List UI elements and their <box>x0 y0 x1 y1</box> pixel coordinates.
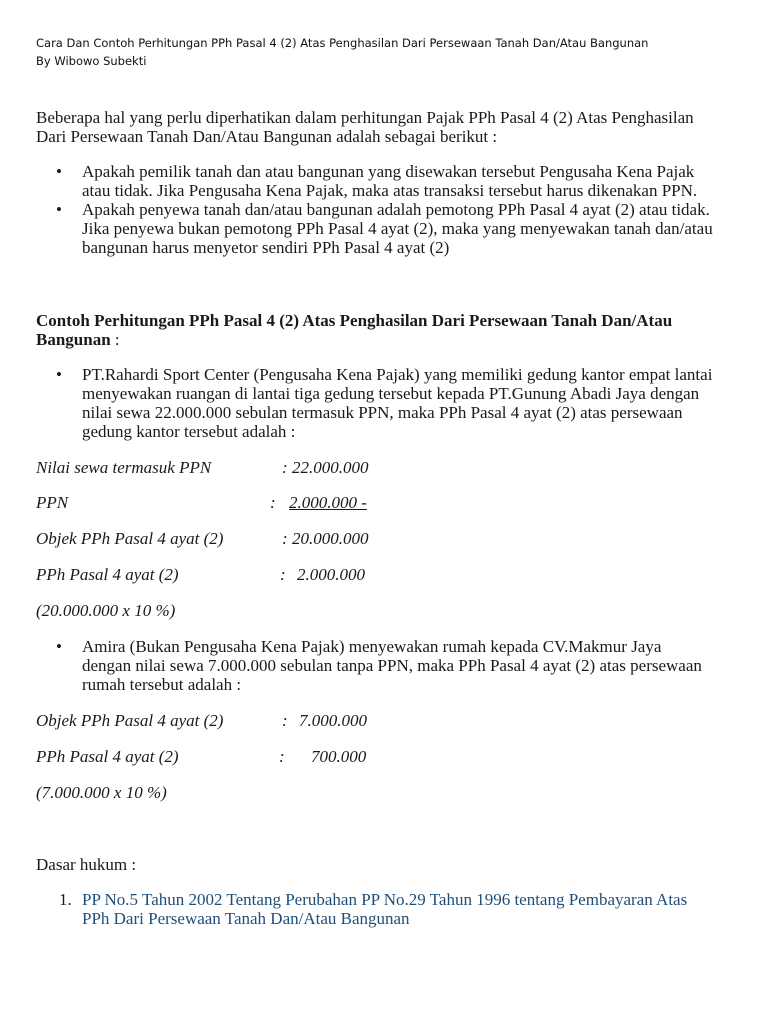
example-1-line-4: gedung kantor tersebut adalah : <box>82 422 296 441</box>
calc-1-label-4: PPh Pasal 4 ayat (2) <box>36 565 179 584</box>
point-1-line-1: Apakah pemilik tanah dan atau bangunan yang disewakan tersebut Pengusaha Kena Pajak <box>82 162 695 181</box>
point-1-line-2: atau tidak. Jika Pengusaha Kena Pajak, maka atas transaksi tersebut harus dikenakan PPN. <box>82 181 698 200</box>
calc-1-value-2: 2.000.000 - <box>289 493 367 512</box>
calc-1-value-4: 2.000.000 <box>297 565 365 584</box>
document-header <box>36 34 648 70</box>
example-heading-colon: : <box>110 330 120 349</box>
calc-1-sep-1: : <box>282 458 288 477</box>
calc-2-sep-1: : <box>282 711 288 730</box>
example-2-line-3: rumah tersebut adalah : <box>82 675 242 694</box>
calc-2-label-2: PPh Pasal 4 ayat (2) <box>36 747 179 766</box>
example-heading-bold: Bangunan <box>36 330 111 349</box>
calc-2-label-1: Objek PPh Pasal 4 ayat (2) <box>36 711 224 730</box>
legal-link-line-2[interactable]: PPh Dari Persewaan Tanah Dan/Atau Bangunan <box>82 909 410 928</box>
calc-2-value-2: 700.000 <box>311 747 367 766</box>
point-2-line-3: bangunan harus menyetor sendiri PPh Pasal 4 ayat (2) <box>82 238 450 257</box>
bullet-marker: • <box>56 365 62 384</box>
example-1-line-2: menyewakan ruangan di lantai tiga gedung tersebut kepada PT.Gunung Abadi Jaya dengan <box>82 384 700 403</box>
point-2-line-1: Apakah penyewa tanah dan/atau bangunan adalah pemotong PPh Pasal 4 ayat (2) atau tidak. <box>82 200 710 219</box>
bullet-marker: • <box>56 200 62 219</box>
example-2-line-2: dengan nilai sewa 7.000.000 sebulan tanpa PPN, maka PPh Pasal 4 ayat (2) atas persewaan <box>82 656 702 675</box>
example-heading-line-1: Contoh Perhitungan PPh Pasal 4 (2) Atas Penghasilan Dari Persewaan Tanah Dan/Atau <box>36 311 673 330</box>
calc-1-label-1: Nilai sewa termasuk PPN <box>36 458 212 477</box>
calc-1-sep-2: : <box>270 493 276 512</box>
calc-1-label-3: Objek PPh Pasal 4 ayat (2) <box>36 529 224 548</box>
point-2-line-2: Jika penyewa bukan pemotong PPh Pasal 4 ayat (2), maka yang menyewakan tanah dan/atau <box>82 219 713 238</box>
document-author: By Wibowo Subekti <box>36 54 147 68</box>
calc-1-formula: (20.000.000 x 10 %) <box>36 601 176 620</box>
calc-2-value-1: 7.000.000 <box>299 711 367 730</box>
calc-1-sep-3: : <box>282 529 288 548</box>
calc-1-value-3: 20.000.000 <box>292 529 369 548</box>
intro-line-1: Beberapa hal yang perlu diperhatikan dalam perhitungan Pajak PPh Pasal 4 (2) Atas Penghasilan <box>36 108 694 127</box>
calc-1-label-2: PPN <box>36 493 69 512</box>
legal-heading: Dasar hukum : <box>36 855 137 874</box>
calc-1-value-1: 22.000.000 <box>292 458 369 477</box>
calc-2-sep-2: : <box>279 747 285 766</box>
intro-line-2: Dari Persewaan Tanah Dan/Atau Bangunan adalah sebagai berikut : <box>36 127 498 146</box>
legal-item-number: 1. <box>59 890 72 909</box>
document-title: Cara Dan Contoh Perhitungan PPh Pasal 4 (2) Atas Penghasilan Dari Persewaan Tanah Dan/Atau Bangunan <box>36 36 649 50</box>
example-2-line-1: Amira (Bukan Pengusaha Kena Pajak) menyewakan rumah kepada CV.Makmur Jaya <box>82 637 662 656</box>
bullet-marker: • <box>56 162 62 181</box>
legal-link-line-1[interactable]: PP No.5 Tahun 2002 Tentang Perubahan PP No.29 Tahun 1996 tentang Pembayaran Atas <box>82 890 688 909</box>
bullet-marker: • <box>56 637 62 656</box>
example-1-line-1: PT.Rahardi Sport Center (Pengusaha Kena Pajak) yang memiliki gedung kantor empat lantai <box>82 365 713 384</box>
calc-1-sep-4: : <box>280 565 286 584</box>
calc-2-formula: (7.000.000 x 10 %) <box>36 783 167 802</box>
example-heading-line-2 <box>36 330 120 349</box>
example-1-line-3: nilai sewa 22.000.000 sebulan termasuk PPN, maka PPh Pasal 4 ayat (2) atas persewaan <box>82 403 683 422</box>
